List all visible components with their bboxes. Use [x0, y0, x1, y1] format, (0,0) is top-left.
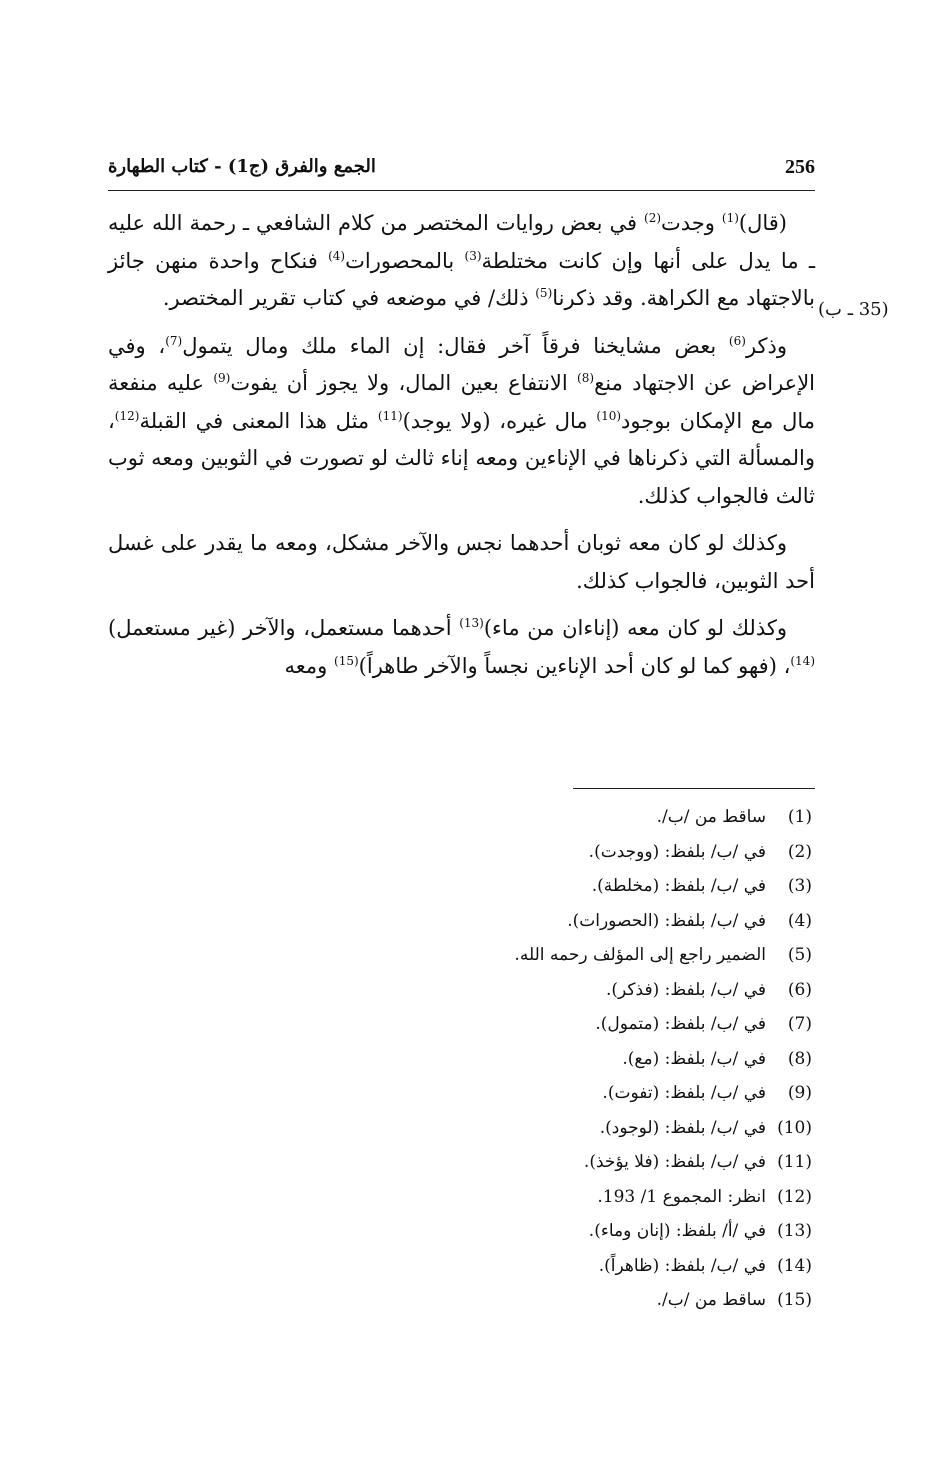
text-run: بالمحصورات	[345, 248, 465, 273]
footnote-text: في /ب/ بلفظ: (الحصورات).	[567, 910, 766, 931]
footnote-ref[interactable]: (3)	[464, 248, 482, 263]
footnote-text: في /ب/ بلفظ: (فذكر).	[606, 979, 766, 1000]
footnote-ref[interactable]: (10)	[596, 408, 622, 423]
footnote-separator	[573, 788, 815, 789]
page-number: 256	[785, 156, 815, 178]
text-run: مال غيره، (ولا يوجد)	[402, 408, 597, 433]
main-text	[108, 205, 815, 695]
text-run: ، (فهو كما لو كان أحد الإناءين نجساً والآخر طاهراً)	[358, 653, 791, 678]
text-run: (قال)	[738, 211, 787, 235]
footnote-ref[interactable]: (14)	[790, 653, 815, 668]
text-run: عليه منفعة مال مع الإمكان بوجود	[108, 371, 815, 433]
footnote-number: (12)	[777, 1186, 812, 1207]
footnote-ref[interactable]: (2)	[644, 211, 662, 225]
footnote-item	[300, 1076, 812, 1111]
footnote-number: (2)	[787, 841, 812, 862]
footnote-text: انظر: المجموع 1/ 193.	[597, 1186, 766, 1207]
footnote-number: (1)	[787, 807, 812, 827]
footnote-item	[300, 1249, 812, 1284]
text-run: في بعض روايات المختصر من كلام الشافعي ـ رحمة الله عليه ـ ما يدل على أنها وإن كانت مختلطة	[108, 211, 815, 273]
footnote-ref[interactable]: (1)	[721, 211, 739, 225]
footnote-text: في /أ/ بلفظ: (إنان وماء).	[588, 1221, 766, 1241]
text-run: بعض مشايخنا فرقاً آخر فقال: إن الماء ملك ومال يتمول	[182, 333, 729, 358]
footnote-item	[300, 938, 812, 973]
footnote-text: في /ب/ بلفظ: (ووجدت).	[588, 841, 766, 862]
text-run: وكذلك لو كان معه ثوبان أحدهما نجس والآخر مشكل، ومعه ما يقدر على غسل أحد الثوبين، فالجواب كذلك.	[108, 531, 815, 593]
footnote-text: في /ب/ بلفظ: (مع).	[622, 1048, 766, 1069]
footnote-item	[300, 800, 812, 835]
footnote-ref[interactable]: (13)	[459, 616, 484, 630]
text-run: الانتفاع بعين المال، ولا يجوز أن يفوت	[230, 371, 578, 395]
footnote-item	[300, 904, 812, 939]
footnote-item	[300, 1042, 812, 1077]
text-run: ، والمسألة التي ذكرناها في الإناءين ومعه إناء ثالث لو تصورت في الثوبين ومعه ثوب ثالث فالجواب كذلك.	[108, 408, 815, 508]
running-title: الجمع والفرق (ج1) - كتاب الطهارة	[108, 156, 376, 177]
body-paragraph	[108, 328, 815, 516]
footnote-ref[interactable]: (6)	[728, 333, 746, 348]
footnote-text: في /ب/ بلفظ: (لوجود).	[599, 1117, 766, 1138]
text-run: وذكر	[745, 333, 788, 358]
footnote-item	[300, 1111, 812, 1146]
footnote-ref[interactable]: (12)	[114, 408, 140, 423]
footnote-text: في /ب/ بلفظ: (مخلطة).	[591, 876, 766, 896]
footnote-number: (15)	[777, 1290, 812, 1310]
footnote-text: في /ب/ بلفظ: (متمول).	[595, 1014, 766, 1034]
text-run: مثل هذا المعنى في القبلة	[139, 408, 378, 433]
footnote-ref[interactable]: (9)	[213, 371, 231, 385]
footnote-number: (13)	[777, 1221, 812, 1241]
manuscript-folio-note: (35 ـ ب)	[818, 299, 889, 320]
footnote-number: (10)	[777, 1117, 812, 1138]
footnote-text: في /ب/ بلفظ: (فلا يؤخذ).	[583, 1152, 766, 1172]
footnote-number: (14)	[777, 1255, 812, 1276]
text-run: ومعه	[284, 653, 335, 678]
text-run: ذلك/ في موضعه في كتاب تقرير المختصر.	[162, 286, 536, 310]
body-paragraph	[108, 610, 815, 685]
text-run: وجدت	[661, 211, 722, 235]
footnote-item	[300, 1180, 812, 1215]
footnote-text: في /ب/ بلفظ: (ظاهراً).	[598, 1255, 766, 1276]
footnote-item	[300, 973, 812, 1008]
footnote-number: (11)	[777, 1152, 812, 1172]
footnote-text: في /ب/ بلفظ: (تفوت).	[602, 1083, 766, 1103]
footnote-number: (8)	[787, 1048, 812, 1069]
footnote-item	[300, 869, 812, 904]
footnote-number: (7)	[787, 1014, 812, 1034]
text-run: ، وفي الإعراض عن الاجتهاد منع	[108, 333, 815, 395]
footnote-item	[300, 1283, 812, 1318]
footnote-number: (3)	[787, 876, 812, 896]
page-header	[108, 150, 815, 191]
text-run: أحدهما مستعمل، والآخر (غير مستعمل)	[108, 616, 460, 640]
footnote-item	[300, 1214, 812, 1249]
footnote-item	[300, 835, 812, 870]
body-paragraph	[108, 205, 815, 318]
footnote-ref[interactable]: (11)	[377, 408, 403, 423]
body-paragraph	[108, 525, 815, 600]
footnotes-list	[300, 800, 812, 1318]
text-run: وكذلك لو كان معه (إناءان من ماء)	[483, 616, 787, 640]
footnote-item	[300, 1007, 812, 1042]
footnote-number: (4)	[787, 910, 812, 931]
footnote-ref[interactable]: (15)	[334, 653, 359, 668]
footnote-number: (9)	[787, 1083, 812, 1103]
footnote-ref[interactable]: (7)	[165, 333, 183, 348]
footnote-ref[interactable]: (8)	[577, 371, 595, 385]
footnote-text: الضمير راجع إلى المؤلف رحمه الله.	[514, 945, 766, 965]
footnote-number: (5)	[787, 945, 812, 965]
footnote-ref[interactable]: (4)	[328, 248, 346, 263]
footnote-text: ساقط من /ب/.	[656, 807, 766, 827]
footnote-item	[300, 1145, 812, 1180]
text-run: فنكاح واحدة منهن جائز بالاجتهاد مع الكراهة. وقد ذكرنا	[108, 248, 815, 310]
footnote-number: (6)	[787, 979, 812, 1000]
footnote-ref[interactable]: (5)	[535, 286, 553, 300]
footnote-text: ساقط من /ب/.	[656, 1290, 766, 1310]
